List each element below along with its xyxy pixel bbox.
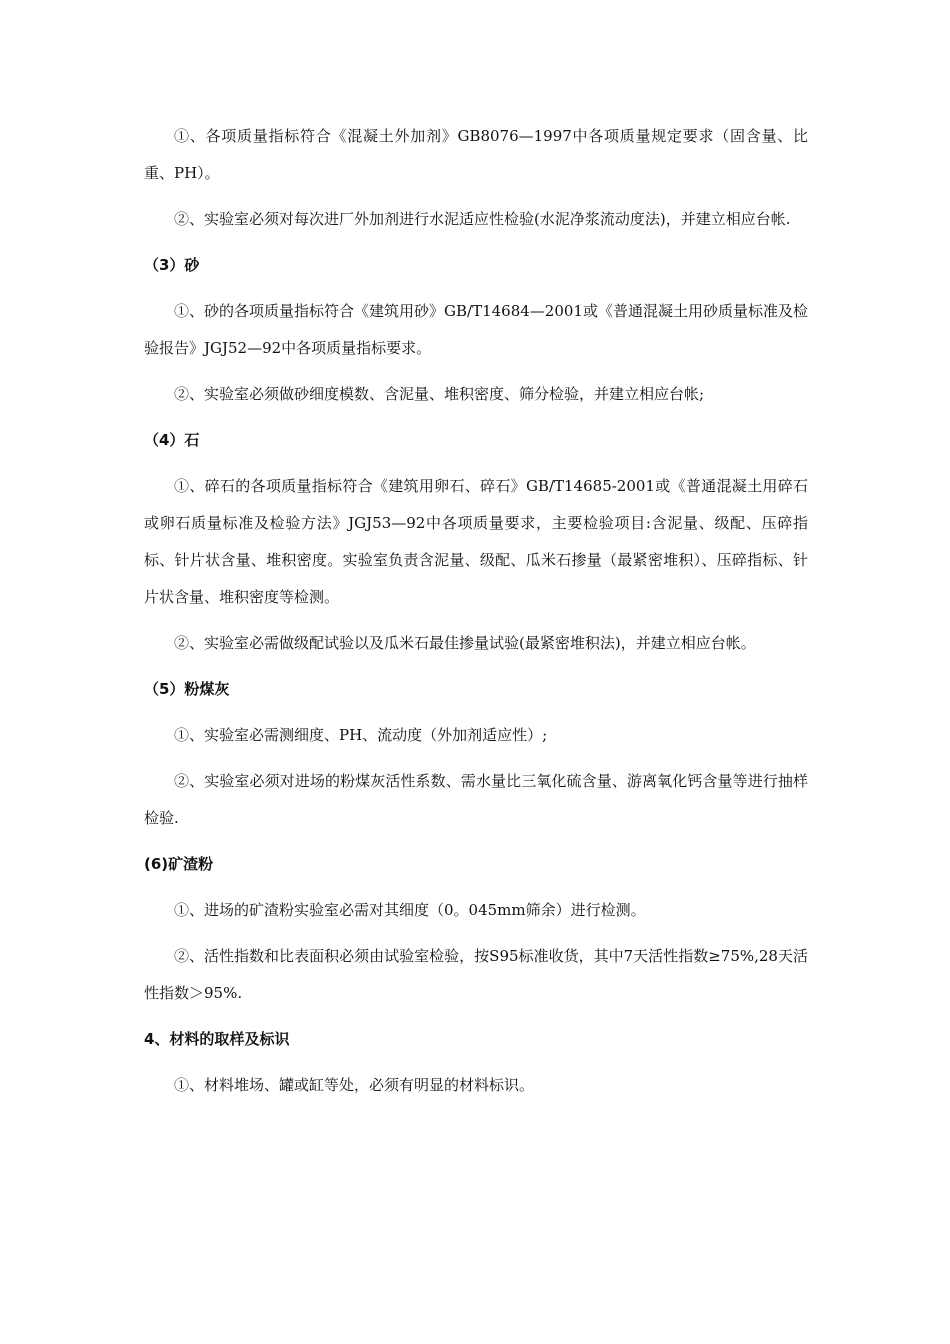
stone-grading-paragraph: ②、实验室必需做级配试验以及瓜米石最佳掺量试验(最紧密堆积法)，并建立相应台帐。 <box>174 634 756 652</box>
admixture-cement-test-paragraph: ②、实验室必须对每次进厂外加剂进行水泥适应性检验(水泥净浆流动度法)，并建立相应台帐. <box>174 210 791 228</box>
slag-activity-paragraph: ②、活性指数和比表面积必须由试验室检验，按S95标准收货，其中7天活性指数≥75%,28天活性指数＞95%. <box>144 947 808 1002</box>
fly-ash-testing-paragraph: ①、实验室必需测细度、PH、流动度（外加剂适应性）; <box>174 726 548 744</box>
document-body <box>144 118 808 1113</box>
material-sampling-heading: 4、材料的取样及标识 <box>144 1030 290 1048</box>
fly-ash-sampling-paragraph: ②、实验室必须对进场的粉煤灰活性系数、需水量比三氧化硫含量、游离氧化钙含量等进行抽样检验. <box>144 772 808 827</box>
admixture-quality-paragraph: ①、各项质量指标符合《混凝土外加剂》GB8076—1997中各项质量规定要求（固含量、比重、PH）。 <box>144 127 808 182</box>
sand-quality-paragraph: ①、砂的各项质量指标符合《建筑用砂》GB/T14684—2001或《普通混凝土用砂质量标准及检验报告》JGJ52—92中各项质量指标要求。 <box>144 302 808 357</box>
stone-heading: （4）石 <box>144 431 200 449</box>
slag-powder-heading: (6)矿渣粉 <box>144 855 214 873</box>
material-labeling-paragraph: ①、材料堆场、罐或缸等处，必须有明显的材料标识。 <box>174 1076 535 1094</box>
stone-quality-paragraph: ①、碎石的各项质量指标符合《建筑用卵石、碎石》GB/T14685-2001或《普通混凝土用碎石或卵石质量标准及检验方法》JGJ53—92中各项质量要求，主要检验项目:含泥量、级配、压碎指标、针片状含量、堆积密度。实验室负责含泥量、级配、瓜米石掺量（最紧密堆积）、压碎指标、针片状含量、堆积密度等检测。 <box>144 477 808 606</box>
fly-ash-heading: （5）粉煤灰 <box>144 680 230 698</box>
slag-fineness-paragraph: ①、进场的矿渣粉实验室必需对其细度（0。045mm筛余）进行检测。 <box>174 901 646 919</box>
sand-testing-paragraph: ②、实验室必须做砂细度模数、含泥量、堆积密度、筛分检验，并建立相应台帐; <box>174 385 705 403</box>
sand-heading: （3）砂 <box>144 256 200 274</box>
